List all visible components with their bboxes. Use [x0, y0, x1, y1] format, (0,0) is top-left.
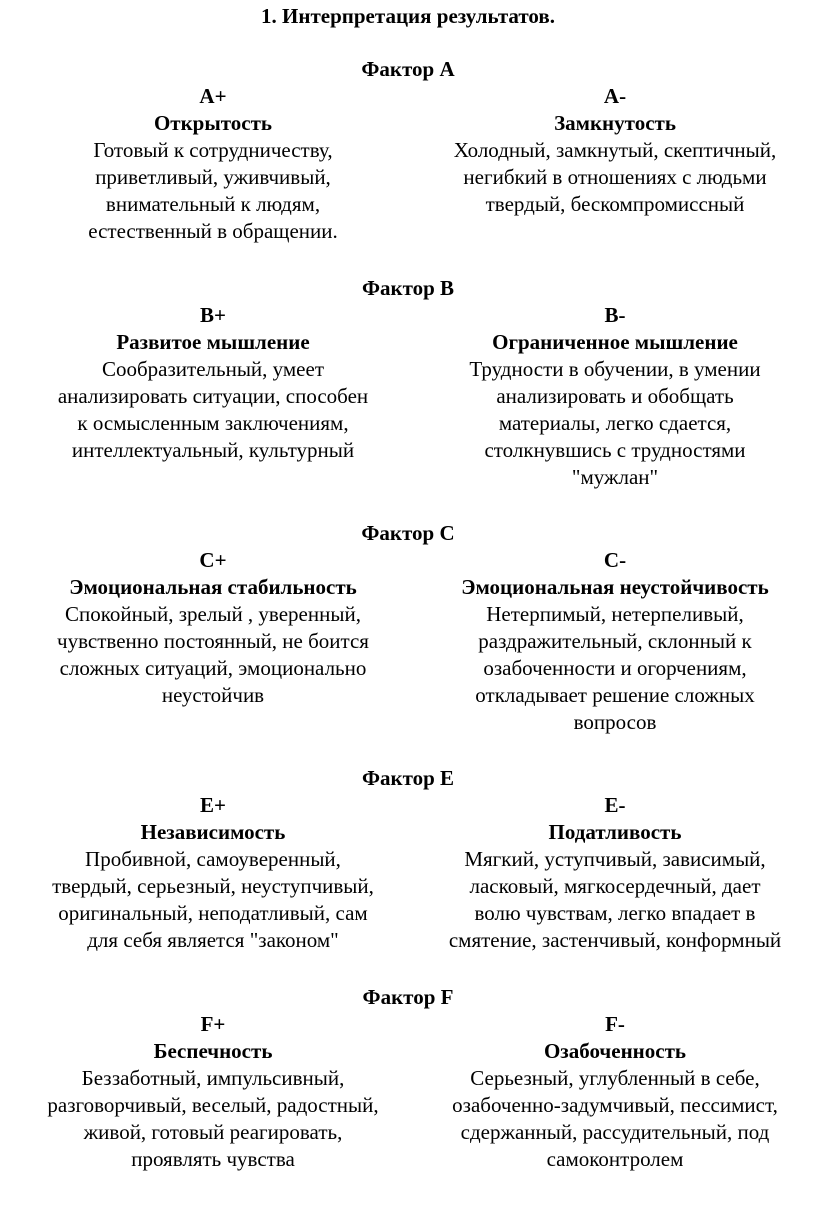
description-line: вопросов — [573, 710, 657, 734]
factor-title: Фактор А — [361, 57, 455, 81]
description-line: Пробивной, самоуверенный, — [85, 847, 341, 871]
positive-pole — [0, 792, 428, 954]
description-line: для себя является "законом" — [87, 928, 339, 952]
description-line: проявлять чувства — [131, 1147, 295, 1171]
pole-name: Эмоциональная стабильность — [69, 575, 357, 599]
pole-label: А+ — [199, 84, 227, 108]
factor-columns — [0, 302, 816, 502]
description-line: к осмысленным заключениям, — [77, 411, 349, 435]
description-line: Холодный, замкнутый, скептичный, — [453, 138, 777, 162]
description-line: анализировать и обобщать — [496, 384, 734, 408]
description-line: самоконтролем — [546, 1147, 684, 1171]
description-line: сложных ситуаций, эмоционально — [59, 656, 367, 680]
positive-pole — [0, 302, 428, 464]
description-line: Нетерпимый, нетерпеливый, — [486, 602, 744, 626]
pole-name: Ограниченное мышление — [492, 330, 738, 354]
description-line: Готовый к сотрудничеству, — [93, 138, 333, 162]
description-line: Сообразительный, умеет — [101, 357, 325, 381]
description-line: интеллектуальный, культурный — [71, 438, 355, 462]
description-line: ласковый, мягкосердечный, дает — [469, 874, 761, 898]
negative-pole — [400, 83, 816, 218]
pole-name: Податливость — [548, 820, 682, 844]
description-line: разговорчивый, веселый, радостный, — [47, 1093, 379, 1117]
description-line: Беззаботный, импульсивный, — [81, 1066, 345, 1090]
pole-label: F- — [605, 1012, 625, 1036]
pole-name: Эмоциональная неустойчивость — [461, 575, 769, 599]
pole-name: Замкнутость — [554, 111, 676, 135]
pole-label: F+ — [200, 1012, 226, 1036]
description-line: оригинальный, неподатливый, сам — [58, 901, 368, 925]
description-line: озабоченно-задумчивый, пессимист, — [452, 1093, 778, 1117]
factor-columns — [0, 547, 816, 747]
negative-pole — [400, 302, 816, 491]
description-line: анализировать ситуации, способен — [57, 384, 369, 408]
factor-a — [0, 56, 816, 283]
description-line: живой, готовый реагировать, — [83, 1120, 343, 1144]
description-line: внимательный к людям, — [105, 192, 321, 216]
description-line: смятение, застенчивый, конформный — [448, 928, 782, 952]
description-line: естественный в обращении. — [88, 219, 338, 243]
description-line: негибкий в отношениях с людьми — [463, 165, 767, 189]
description-line: Трудности в обучении, в умении — [469, 357, 761, 381]
description-line: раздражительный, склонный к — [478, 629, 752, 653]
description-line: Спокойный, зрелый , уверенный, — [65, 602, 361, 626]
factor-columns — [0, 1011, 816, 1211]
description-line: твердый, серьезный, неуступчивый, — [52, 874, 374, 898]
description-line: сдержанный, рассудительный, под — [460, 1120, 770, 1144]
factor-title: Фактор В — [361, 276, 455, 300]
factor-title: Фактор Е — [361, 766, 455, 790]
pole-label: С+ — [199, 548, 227, 572]
pole-label: В- — [604, 303, 626, 327]
pole-label: А- — [603, 84, 627, 108]
negative-pole — [400, 1011, 816, 1173]
pole-label: Е- — [604, 793, 626, 817]
factor-title: Фактор F — [362, 985, 454, 1009]
description-line: чувственно постоянный, не боится — [57, 629, 369, 653]
pole-label: Е+ — [200, 793, 226, 817]
factor-f — [0, 984, 816, 1211]
section-heading: 1. Интерпретация результатов. — [261, 4, 555, 28]
description-line: материалы, легко сдается, — [498, 411, 732, 435]
pole-name: Беспечность — [153, 1039, 273, 1063]
description-line: "мужлан" — [571, 465, 659, 489]
negative-pole — [400, 547, 816, 736]
positive-pole — [0, 83, 428, 245]
pole-name: Озабоченность — [543, 1039, 687, 1063]
positive-pole — [0, 547, 428, 709]
negative-pole — [400, 792, 816, 954]
pole-name: Независимость — [140, 820, 286, 844]
description-line: волю чувствам, легко впадает в — [474, 901, 756, 925]
factor-columns — [0, 792, 816, 992]
description-line: неустойчив — [161, 683, 265, 707]
factor-b — [0, 275, 816, 502]
description-line: откладывает решение сложных — [475, 683, 755, 707]
description-line: столкнувшись с трудностями — [484, 438, 746, 462]
description-line: приветливый, уживчивый, — [95, 165, 331, 189]
pole-name: Открытость — [153, 111, 273, 135]
description-line: Серьезный, углубленный в себе, — [470, 1066, 760, 1090]
description-line: твердый, бескомпромиссный — [485, 192, 745, 216]
factor-title: Фактор С — [361, 521, 455, 545]
factor-c — [0, 520, 816, 747]
description-line: Мягкий, уступчивый, зависимый, — [464, 847, 766, 871]
pole-name: Развитое мышление — [116, 330, 310, 354]
positive-pole — [0, 1011, 428, 1173]
factor-e — [0, 765, 816, 992]
pole-label: В+ — [200, 303, 226, 327]
pole-label: С- — [603, 548, 627, 572]
description-line: озабоченности и огорчениям, — [483, 656, 747, 680]
factor-columns — [0, 83, 816, 283]
